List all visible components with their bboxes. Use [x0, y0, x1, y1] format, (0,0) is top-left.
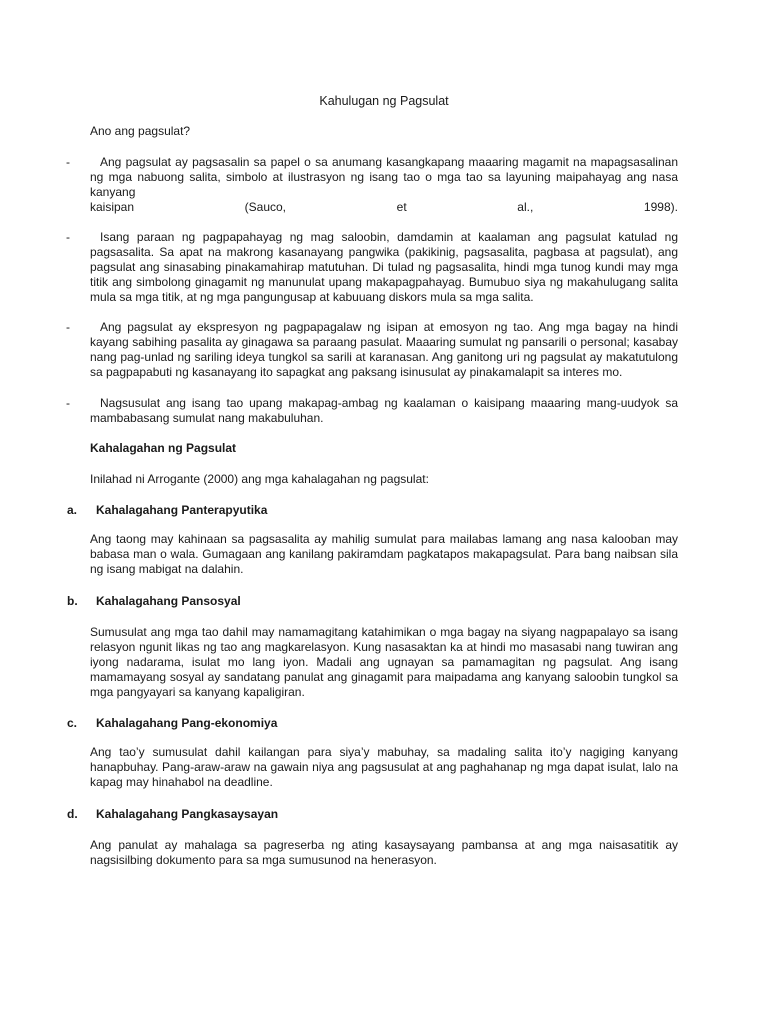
item-letter: a.: [67, 503, 78, 517]
section-heading: Kahalagahan ng Pagsulat: [90, 441, 237, 455]
bullet-dash: -: [66, 320, 70, 334]
cite-word: al.,: [517, 200, 534, 214]
item-letter: c.: [67, 716, 78, 730]
item-heading: Kahalagahang Pansosyal: [96, 594, 241, 608]
bullet-3: Ang pagsulat ay ekspresyon ng pagpapagalaw ng isipan at emosyon ng tao. Ang mga bagay na hindi kayang sabihing pasalita ay ginagawa sa paraang pasulat. Maaaring sumulat ng pansarili o personal; kasabay nang pag-unlad ng sariling ideya tungkol sa sarili at karanasan. Ang ganitong uri ng pagsulat ay makatutulong sa pagpapabuti ng kasanayang ito sapagkat ang paksang isinusulat ay pinakamalapit sa interes mo.: [90, 320, 678, 379]
cite-word: et: [396, 200, 407, 214]
bullet-1-text: Ang pagsulat ay pagsasalin sa papel o sa anumang kasangkapang maaaring magamit na mapagsasalinan ng mga nabuong salita, simbolo at ilustrasyon ng isang tao o mga tao sa layuning maipahayag ang nasa kanyang: [90, 155, 678, 199]
item-letter: d.: [67, 807, 78, 821]
question-line: Ano ang pagsulat?: [90, 124, 191, 138]
bullet-dash: -: [66, 230, 70, 244]
item-body: Ang panulat ay mahalaga sa pagreserba ng ating kasaysayang pambansa at ang mga naisasatitik ay nagsisilbing dokumento para sa mga sumusunod na henerasyon.: [90, 838, 678, 867]
cite-word: 1998).: [643, 200, 678, 214]
item-body: Sumusulat ang mga tao dahil may namamagitang katahimikan o mga bagay na siyang nagpapalayo sa isang relasyon ngunit likas ng tao ang magkarelasyon. Kung nasasaktan ka at hindi mo masasabi nang tuwiran ang iyong nadarama, isulat mo lang iyon. Madali ang ugnayan sa pamamagitan ng pagsulat. Ang isang mamamayang sosyal ay sandatang panulat ang ginagamit para maipadama ang kanyang saloobin tungkol sa mga pangyayari sa kanyang kapaligiran.: [90, 625, 678, 699]
item-body: Ang taong may kahinaan sa pagsasalita ay mahilig sumulat para mailabas lamang ang nasa kalooban may babasa man o wala. Gumagaan ang kanilang pakiramdam pagkatapos makapagsulat. Para bang naibsan sila ng isang mabigat na dalahin.: [90, 532, 678, 576]
bullet-4: Nagsusulat ang isang tao upang makapag-ambag ng kaalaman o kaisipang maaaring mang-uudyok sa mambabasang sumulat nang makabuluhan.: [90, 396, 678, 425]
item-body: Ang tao’y sumusulat dahil kailangan para siya’y mabuhay, sa madaling salita ito’y nagiging kanyang hanapbuhay. Pang-araw-araw na gawain niya ang pagsusulat at ang paghahanap ng mga dapat isulat, lalo na kapag may hinahabol na deadline.: [90, 745, 678, 789]
bullet-1: [90, 155, 678, 215]
item-heading: Kahalagahang Pangkasaysayan: [96, 807, 279, 821]
section-intro: Inilahad ni Arrogante (2000) ang mga kahalagahan ng pagsulat:: [90, 472, 429, 486]
bullet-2: Isang paraan ng pagpapahayag ng mag saloobin, damdamin at kaalaman ang pagsulat katulad ng pagsasalita. Sa apat na makrong kasanayang pangwika (pakikinig, pagsasalita, pagbasa at pagsulat), ang pagsulat ang sinasabing pinakamahirap matutuhan. Di tulad ng pagsasalita, hindi mga tunog kundi may mga titik ang simbolong ginagamit ng manunulat upang makapagpahayag. Bumubuo siya ng makahulugang salita mula sa mga titik, at ng mga pangungusap at kabuuang diskors mula sa mga salita.: [90, 230, 678, 304]
bullet-dash: -: [66, 396, 70, 410]
item-heading: Kahalagahang Pang-ekonomiya: [96, 716, 278, 730]
bullet-1-citation: [90, 200, 678, 215]
item-letter: b.: [67, 594, 78, 608]
cite-word: (Sauco,: [244, 200, 287, 214]
item-heading: Kahalagahang Panterapyutika: [96, 503, 268, 517]
document-title: Kahulugan ng Pagsulat: [319, 94, 449, 108]
bullet-dash: -: [66, 155, 70, 169]
cite-word: kaisipan: [90, 200, 135, 214]
